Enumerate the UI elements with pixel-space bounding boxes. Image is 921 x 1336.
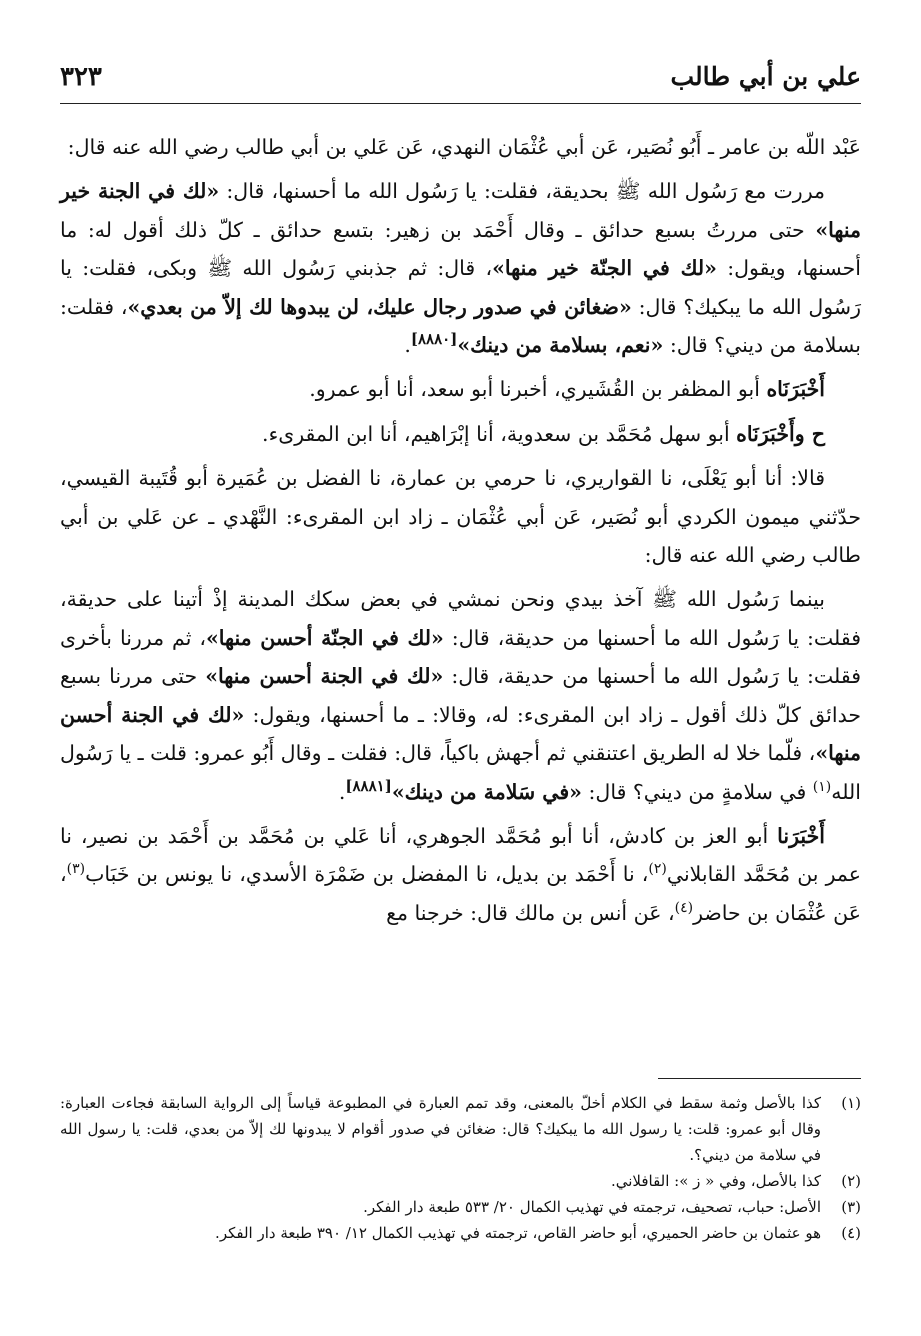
footnote-3 <box>60 1194 861 1220</box>
footnote-marker[interactable]: (١) <box>812 778 832 795</box>
footnote-rule <box>658 1078 861 1079</box>
page-header <box>60 62 861 106</box>
chain-keyword: أَخْبَرَنَاه <box>766 377 825 402</box>
running-title: علي بن أبي طالب <box>670 62 861 91</box>
footnote-text: كذا بالأصل، وفي « ز »: القافلاني. <box>610 1172 821 1190</box>
hadith-quote: «لك في الجنة أحسن منها» <box>205 664 444 689</box>
hadith-quote: «ضغائن في صدور رجال عليك، لن يبدوها لك إلاّ من بعدي» <box>127 294 632 319</box>
header-rule <box>60 103 861 104</box>
text: . <box>338 779 346 804</box>
footnote-2 <box>60 1168 861 1194</box>
text: ، ثم مررنا بأخرى فقلت: يا رَسُول الله ما أحسنها من حديقة، قال: <box>60 625 861 689</box>
hadith-quote: «نعم، بسلامة من دينك» <box>457 333 664 358</box>
footnote-number: (١) <box>841 1094 861 1112</box>
hadith-number: [٨٨٨١] <box>345 776 392 795</box>
text: بينما رَسُول الله ﷺ آخذ بيدي ونحن نمشي في بعض سكك المدينة إذْ أتينا على حديقة، فقلت: يا رَسُول الله ما أحسنها من حديقة، قال: <box>60 587 862 650</box>
paragraph-4 <box>60 415 861 453</box>
hadith-quote: «لك في الجنة خير منها» <box>60 179 861 242</box>
page-number: ٣٢٣ <box>60 62 102 92</box>
text: أبو سهل مُحَمَّد بن سعدوية، أنا إبْرَاهيم، أنا ابن المقرىء. <box>262 421 737 446</box>
footnotes <box>60 1090 861 1246</box>
hadith-quote: «لك في الجنّة أحسن منها» <box>205 625 444 650</box>
hadith-quote: «لك في الجنة أحسن منها» <box>60 702 861 766</box>
main-text <box>60 128 861 938</box>
text: أبو العز بن كادش، أنا أبو مُحَمَّد الجوهري، أنا عَلي بن مُحَمَّد بن أَحْمَد بن نصير، نا عمر بن مُحَمَّد القابلاني <box>60 823 861 887</box>
text: ، عَن عُثْمَان بن حاضر <box>60 862 861 925</box>
paragraph-7 <box>60 817 861 932</box>
chain-keyword: أَخْبَرَنا <box>777 823 825 848</box>
footnote-text: الأصل: حباب، تصحيف، ترجمته في تهذيب الكمال ٢٠/ ٥٣٣ طبعة دار الفكر. <box>363 1198 821 1216</box>
text: مررت مع رَسُول الله ﷺ بحديقة، فقلت: يا رَسُول الله ما أحسنها، قال: <box>219 179 825 204</box>
paragraph-6 <box>60 580 861 810</box>
text: في سلامةٍ من ديني؟ قال: <box>582 779 813 804</box>
footnote-text: كذا بالأصل وثمة سقط في الكلام أخلّ بالمعنى، وقد تمم العبارة في المطبوعة قياساً إلى الرواية السابقة فجاءت العبارة: وقال أبو عمرو: قلت: يا رسول الله ما يبكيك؟ قال: ضغائن في صدور أقوام لا يبدونها لك إلاّ من بعدي، قلت: يا رسول الله في سلامة من ديني؟. <box>60 1094 821 1164</box>
text: ، فقلت: بسلامة من ديني؟ قال: <box>60 294 861 358</box>
footnote-marker[interactable]: (٤) <box>674 899 694 916</box>
footnote-1 <box>60 1090 861 1168</box>
footnote-number: (٢) <box>841 1172 861 1190</box>
chain-keyword: ح وأَخْبَرَنَاه <box>736 421 825 446</box>
paragraph-2 <box>60 172 861 364</box>
text: حتى مررتُ بسبع حدائق ـ وقال أَحْمَد بن زهير: بتسع حدائق ـ كلّ ذلك أقول له: ما أحسنها، ويقول: <box>60 217 861 281</box>
hadith-quote: «في سَلامة من دينك» <box>391 779 582 804</box>
footnote-4 <box>60 1220 861 1246</box>
footnote-marker[interactable]: (٣) <box>66 861 86 878</box>
footnote-number: (٤) <box>841 1224 861 1242</box>
text: ، فلّما خلا له الطريق اعتنقني ثم أجهش باكياً، قال: فقلت ـ وقال أَبُو عمرو: قلت ـ يا رَسُول الله <box>60 741 861 804</box>
text: ، عَن أنس بن مالك قال: خرجنا مع <box>386 900 675 925</box>
paragraph-5: قالا: أنا أبو يَعْلَى، نا القواريري، نا حرمي بن عمارة، نا الفضل بن عُمَيرة أبو قُتَيبة القيسي، حدّثني ميمون الكردي أبو نُصَير، عَن أبي عُثْمَان ـ زاد ابن المقرىء: النَّهْدي ـ عن عَلي بن أبي طالب رضي الله عنه قال: <box>60 466 861 568</box>
hadith-quote: «لك في الجنّة خير منها» <box>492 256 717 281</box>
footnote-marker[interactable]: (٢) <box>648 861 667 878</box>
footnote-text: هو عثمان بن حاضر الحميري، أبو حاضر القاص، ترجمته في تهذيب الكمال ١٢/ ٣٩٠ طبعة دار الفكر. <box>215 1224 821 1242</box>
text: . <box>404 333 411 358</box>
paragraph-1: عَبْد اللّه بن عامر ـ أَبُو نُصَير، عَن أبي عُثْمَان النهدي، عَن عَلي بن أبي طالب رضي الله عنه قال: <box>67 135 861 159</box>
footnote-number: (٣) <box>841 1198 861 1216</box>
text: ، قال: ثم جذبني رَسُول الله ﷺ وبكى، فقلت: يا رَسُول الله ما يبكيك؟ قال: <box>60 256 861 319</box>
text: حتى مررنا بسبع حدائق كلّ ذلك أقول ـ زاد ابن المقرىء: له، وقالا: ـ ما أحسنها، ويقول: <box>60 664 862 727</box>
hadith-number: [٨٨٨٠] <box>410 330 458 349</box>
text: أبو المظفر بن القُشَيري، أخبرنا أبو سعد، أنا أبو عمرو. <box>309 377 767 402</box>
paragraph-3 <box>60 370 861 408</box>
text: ، نا أَحْمَد بن بديل، نا المفضل بن ضَمْرَة الأسدي، نا يونس بن خَبَاب <box>85 862 649 887</box>
